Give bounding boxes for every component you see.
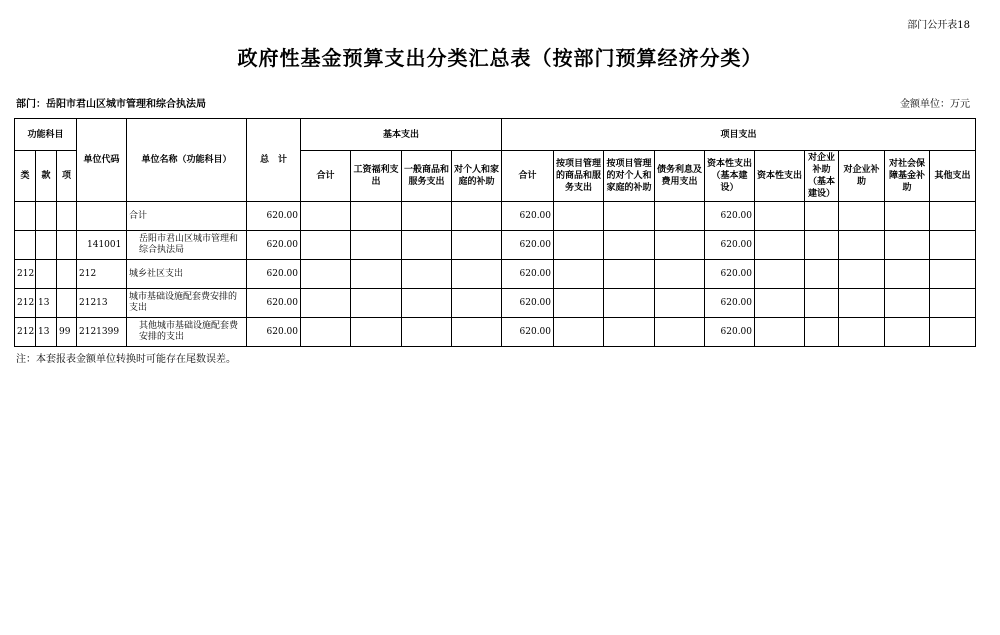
- cell-project-total: 620.00: [502, 231, 554, 260]
- cell-project-goods: [554, 289, 604, 318]
- cell-project-goods: [554, 202, 604, 231]
- expenditure-table: [14, 118, 976, 347]
- cell-project-capital-infra: 620.00: [705, 231, 755, 260]
- cell-basic-goods: [402, 260, 452, 289]
- cell-project-capital-infra: 620.00: [705, 289, 755, 318]
- cell-total: 620.00: [247, 202, 301, 231]
- cell-basic-total: [301, 318, 351, 347]
- cell-basic-wages: [351, 202, 402, 231]
- cell-basic-subsidy: [452, 289, 502, 318]
- cell-xiang: [57, 289, 77, 318]
- amount-unit-label: 金额单位：万元: [900, 99, 970, 110]
- cell-project-interest: [655, 318, 705, 347]
- cell-unit-code: 2121399: [77, 318, 127, 347]
- cell-project-goods: [554, 318, 604, 347]
- cell-basic-total: [301, 289, 351, 318]
- cell-project-total: 620.00: [502, 202, 554, 231]
- cell-lei: [15, 202, 36, 231]
- cell-project-subsidy: [604, 289, 655, 318]
- cell-unit-name: 城市基础设施配套费安排的支出: [127, 289, 247, 318]
- cell-total: 620.00: [247, 289, 301, 318]
- cell-unit-name: 合计: [127, 202, 247, 231]
- cell-basic-goods: [402, 318, 452, 347]
- header-project: 项目支出: [502, 119, 976, 151]
- cell-project-enterprise-infra: [805, 318, 839, 347]
- header-project-col: 对企业补助（基本建设）: [805, 151, 839, 202]
- header-basic-col: 合计: [301, 151, 351, 202]
- cell-project-social-security: [885, 231, 930, 260]
- cell-project-capital: [755, 289, 805, 318]
- cell-project-interest: [655, 231, 705, 260]
- cell-kuan: 13: [36, 289, 57, 318]
- cell-basic-subsidy: [452, 231, 502, 260]
- header-project-col: 债务利息及费用支出: [655, 151, 705, 202]
- header-project-col: 对社会保障基金补助: [885, 151, 930, 202]
- header-kuan: 款: [36, 151, 57, 202]
- cell-project-capital: [755, 231, 805, 260]
- table-row: [15, 202, 976, 231]
- cell-project-other: [930, 289, 976, 318]
- cell-project-capital: [755, 318, 805, 347]
- header-unit-name: 单位名称（功能科目）: [127, 119, 247, 202]
- cell-project-enterprise-infra: [805, 231, 839, 260]
- cell-basic-total: [301, 231, 351, 260]
- header-project-col: 资本性支出（基本建设）: [705, 151, 755, 202]
- header-project-col: 对企业补助: [839, 151, 885, 202]
- cell-basic-total: [301, 202, 351, 231]
- table-row: [15, 231, 976, 260]
- cell-unit-code: 212: [77, 260, 127, 289]
- cell-project-social-security: [885, 318, 930, 347]
- cell-basic-subsidy: [452, 318, 502, 347]
- cell-project-social-security: [885, 202, 930, 231]
- cell-basic-subsidy: [452, 260, 502, 289]
- table-row: [15, 318, 976, 347]
- cell-basic-goods: [402, 289, 452, 318]
- form-number: 部门公开表18: [907, 20, 970, 31]
- header-xiang: 项: [57, 151, 77, 202]
- cell-unit-name: 岳阳市君山区城市管理和综合执法局: [127, 231, 247, 260]
- cell-project-subsidy: [604, 260, 655, 289]
- footnote: 注：本套报表金额单位转换时可能存在尾数误差。: [16, 354, 236, 365]
- cell-project-capital: [755, 260, 805, 289]
- cell-project-capital-infra: 620.00: [705, 318, 755, 347]
- cell-project-social-security: [885, 289, 930, 318]
- cell-project-goods: [554, 260, 604, 289]
- cell-unit-code: 141001: [77, 231, 127, 260]
- header-basic-col: 一般商品和服务支出: [402, 151, 452, 202]
- cell-project-enterprise-infra: [805, 260, 839, 289]
- cell-lei: 212: [15, 289, 36, 318]
- department-label: 部门：岳阳市君山区城市管理和综合执法局: [16, 99, 206, 110]
- cell-project-total: 620.00: [502, 318, 554, 347]
- table-row: [15, 289, 976, 318]
- cell-basic-wages: [351, 289, 402, 318]
- cell-total: 620.00: [247, 231, 301, 260]
- cell-project-enterprise: [839, 260, 885, 289]
- page-title: 政府性基金预算支出分类汇总表（按部门预算经济分类）: [237, 46, 763, 70]
- header-project-col: 其他支出: [930, 151, 976, 202]
- cell-xiang: [57, 260, 77, 289]
- cell-basic-goods: [402, 202, 452, 231]
- cell-project-interest: [655, 202, 705, 231]
- cell-unit-code: 21213: [77, 289, 127, 318]
- cell-project-enterprise: [839, 318, 885, 347]
- cell-project-enterprise: [839, 231, 885, 260]
- cell-project-enterprise: [839, 202, 885, 231]
- cell-project-capital-infra: 620.00: [705, 260, 755, 289]
- cell-project-goods: [554, 231, 604, 260]
- cell-kuan: [36, 260, 57, 289]
- header-lei: 类: [15, 151, 36, 202]
- cell-project-subsidy: [604, 202, 655, 231]
- cell-basic-wages: [351, 231, 402, 260]
- cell-total: 620.00: [247, 318, 301, 347]
- cell-project-interest: [655, 260, 705, 289]
- cell-xiang: 99: [57, 318, 77, 347]
- header-project-col: 合计: [502, 151, 554, 202]
- cell-project-interest: [655, 289, 705, 318]
- cell-unit-name: 其他城市基础设施配套费安排的支出: [127, 318, 247, 347]
- cell-project-capital-infra: 620.00: [705, 202, 755, 231]
- cell-basic-subsidy: [452, 202, 502, 231]
- cell-lei: 212: [15, 318, 36, 347]
- cell-project-other: [930, 318, 976, 347]
- header-basic-col: 对个人和家庭的补助: [452, 151, 502, 202]
- cell-basic-wages: [351, 318, 402, 347]
- cell-xiang: [57, 202, 77, 231]
- cell-project-subsidy: [604, 231, 655, 260]
- cell-total: 620.00: [247, 260, 301, 289]
- header-func-subject: 功能科目: [15, 119, 77, 151]
- cell-lei: [15, 231, 36, 260]
- cell-lei: 212: [15, 260, 36, 289]
- cell-xiang: [57, 231, 77, 260]
- header-project-col: 按项目管理的商品和服务支出: [554, 151, 604, 202]
- cell-basic-wages: [351, 260, 402, 289]
- cell-basic-goods: [402, 231, 452, 260]
- cell-project-enterprise-infra: [805, 202, 839, 231]
- table-row: [15, 260, 976, 289]
- cell-kuan: [36, 231, 57, 260]
- cell-project-other: [930, 260, 976, 289]
- cell-project-total: 620.00: [502, 289, 554, 318]
- header-basic: 基本支出: [301, 119, 502, 151]
- header-unit-code: 单位代码: [77, 119, 127, 202]
- header-project-col: 按项目管理的对个人和家庭的补助: [604, 151, 655, 202]
- cell-project-other: [930, 202, 976, 231]
- cell-project-total: 620.00: [502, 260, 554, 289]
- cell-project-enterprise-infra: [805, 289, 839, 318]
- cell-basic-total: [301, 260, 351, 289]
- cell-project-enterprise: [839, 289, 885, 318]
- cell-project-social-security: [885, 260, 930, 289]
- header-basic-col: 工资福利支出: [351, 151, 402, 202]
- cell-project-other: [930, 231, 976, 260]
- cell-project-subsidy: [604, 318, 655, 347]
- cell-kuan: [36, 202, 57, 231]
- cell-unit-code: [77, 202, 127, 231]
- cell-kuan: 13: [36, 318, 57, 347]
- cell-project-capital: [755, 202, 805, 231]
- header-project-col: 资本性支出: [755, 151, 805, 202]
- cell-unit-name: 城乡社区支出: [127, 260, 247, 289]
- header-total: 总 计: [247, 119, 301, 202]
